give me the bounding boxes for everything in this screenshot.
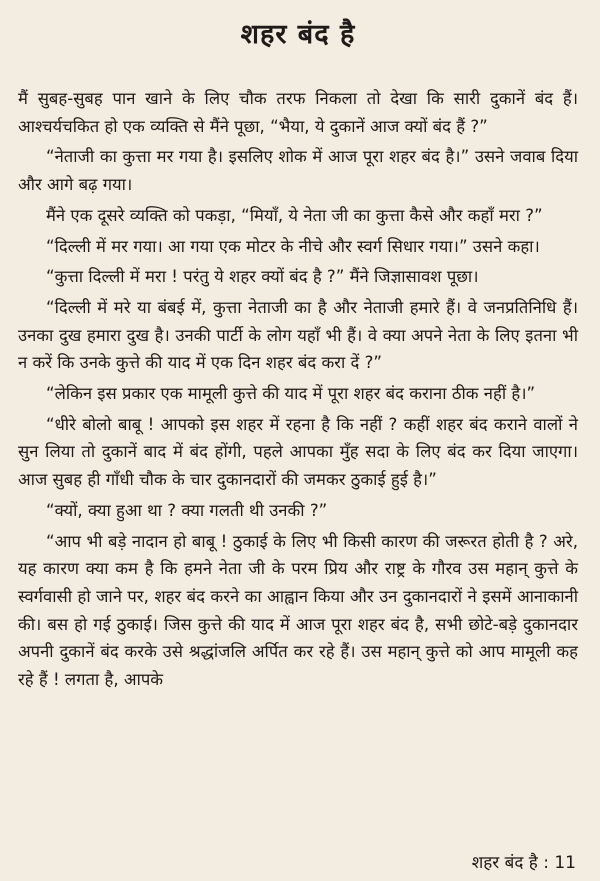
paragraph: मैं सुबह-सुबह पान खाने के लिए चौक तरफ निकला तो देखा कि सारी दुकानें बंद हैं। आश्चर्यचकित हो एक व्यक्ति से मैंने पूछा, “भैया, ये दुकानें आज क्यों बंद हैं ?”: [18, 89, 578, 136]
paragraph: “धीरे बोलो बाबू ! आपको इस शहर में रहना है कि नहीं ? कहीं शहर बंद कराने वालों ने सुन लिया तो दुकानें बाद में बंद होंगी, पहले आपका मुँह सदा के लिए बंद कर दिया जाएगा। आज सुबह ही गाँधी चौक के चार दुकानदारों की जमकर ठुकाई हुई है।”: [18, 414, 578, 490]
paragraph: “नेताजी का कुत्ता मर गया है। इसलिए शोक में आज पूरा शहर बंद है।” उसने जवाब दिया और आगे बढ़ गया।: [18, 147, 578, 195]
paragraph: “आप भी बड़े नादान हो बाबू ! ठुकाई के लिए भी किसी कारण की जरूरत होती है ? अरे, यह कारण क्या कम है कि हमने नेता जी के परम प्रिय और राष्ट्र के गौरव उस महान् कुत्ते के स्वर्गवासी हो जाने पर, शहर बंद करने का आह्वान किया और उन दुकानदारों ने इसमें आनाकानी की। बस हो गई ठुकाई। जिस कुत्ते की याद में आज पूरा शहर बंद है, सभी छोटे-बड़े दुकानदार अपनी दुकानें बंद करके उसे श्रद्धांजलि अर्पित कर रहे हैं। उस महान् कुत्ते को आप मामूली कह रहे हैं ! लगता है, आपके: [18, 531, 578, 690]
paragraph: मैंने एक दूसरे व्यक्ति को पकड़ा, “मियाँ, ये नेता जी का कुत्ता कैसे और कहाँ मरा ?”: [46, 205, 543, 225]
paragraph: “क्यों, क्या हुआ था ? क्या गलती थी उनकी ?”: [46, 500, 328, 520]
story-body: [18, 85, 578, 694]
paragraph: “दिल्ली में मरे या बंबई में, कुत्ता नेताजी का है और नेताजी हमारे हैं। वे जनप्रतिनिधि हैं। उनका दुख हमारा दुख है। उनकी पार्टी के लोग यहाँ भी हैं। वे क्या अपने नेता के लिए इतना भी न करें कि उनके कुत्ते की याद में एक दिन शहर बंद करा दें ?”: [18, 297, 578, 373]
paragraph: “लेकिन इस प्रकार एक मामूली कुत्ते की याद में पूरा शहर बंद कराना ठीक नहीं है।”: [46, 384, 536, 404]
paragraph: “कुत्ता दिल्ली में मरा ! परंतु ये शहर क्यों बंद है ?” मैंने जिज्ञासावश पूछा।: [46, 267, 479, 287]
page-title: शहर बंद है: [240, 19, 356, 50]
page-footer: शहर बंद है : 11: [471, 853, 576, 873]
paragraph: “दिल्ली में मर गया। आ गया एक मोटर के नीचे और स्वर्ग सिधार गया।” उसने कहा।: [46, 236, 540, 256]
